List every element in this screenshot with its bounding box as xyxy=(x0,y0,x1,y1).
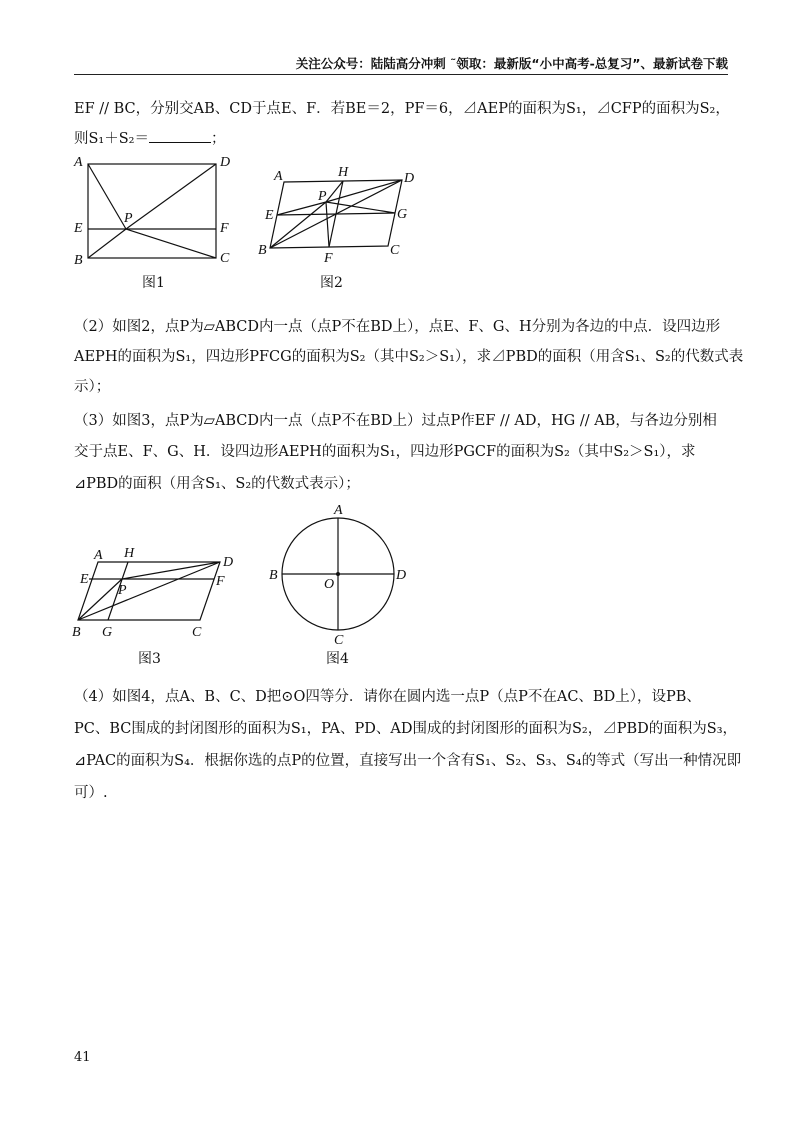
part3-line3: ⊿PBD的面积（用含S₁、S₂的代数式表示）； xyxy=(74,476,360,492)
part3-line1: （3）如图3，点P为▱ABCD内一点（点P不在BD上）过点P作EF // AD，HG // AB，与各边分别相 xyxy=(74,413,717,429)
figure-2 xyxy=(256,160,426,264)
fig2-label-f: F xyxy=(324,251,333,264)
figure-4 xyxy=(264,502,414,648)
fig3-label-a: A xyxy=(94,548,103,563)
part4-line4: 可）. xyxy=(74,785,108,801)
fig3-label-d: D xyxy=(223,555,234,570)
fig3-label-c: C xyxy=(192,625,202,640)
part1-line1: EF // BC，分别交AB、CD于点E、F．若BE＝2，PF＝6，⊿AEP的面积为S₁，⊿CFP的面积为S₂， xyxy=(74,101,730,117)
part2-line3: 示）； xyxy=(74,379,111,395)
center-point xyxy=(336,572,340,576)
fig1-label-d: D xyxy=(220,155,231,170)
part4-line3: ⊿PAC的面积为S₄．根据你选的点P的位置，直接写出一个含有S₁、S₂、S₃、S₄的等式（写出一种情况即 xyxy=(74,753,742,769)
fig1-label-c: C xyxy=(220,251,230,266)
part4-line2: PC、BC围成的封闭图形的面积为S₁，PA、PD、AD围成的封闭图形的面积为S₂，⊿PBD的面积为S₃， xyxy=(74,721,738,737)
fig2-label-p: P xyxy=(318,189,327,204)
part2-line1: （2）如图2，点P为▱ABCD内一点（点P不在BD上），点E、F、G、H分别为各边的中点．设四边形 xyxy=(74,319,721,335)
figure-3 xyxy=(70,542,240,642)
fig2-label-c: C xyxy=(390,243,400,258)
part1-line2-suffix: ； xyxy=(211,131,226,147)
fig2-label-e: E xyxy=(265,208,274,223)
fig1-label-p: P xyxy=(124,211,133,226)
fig1-caption: 图1 xyxy=(142,275,165,291)
page-header: 关注公众号：陆陆高分冲刺 ˜领取：最新版“小中高考-总复习”、最新试卷下载 xyxy=(295,56,728,71)
fig4-label-d: D xyxy=(396,568,407,583)
page-number: 41 xyxy=(74,1050,91,1065)
fig3-label-e: E xyxy=(80,572,89,587)
fig1-label-b: B xyxy=(74,253,83,268)
part4-line1: （4）如图4，点A、B、C、D把⊙O四等分．请你在圆内选一点P（点P不在AC、BD上），设PB、 xyxy=(74,689,701,705)
part2-line2: AEPH的面积为S₁，四边形PFCG的面积为S₂（其中S₂＞S₁），求⊿PBD的面积（用含S₁、S₂的代数式表 xyxy=(74,349,744,365)
answer-blank xyxy=(149,128,211,143)
fig1-label-f: F xyxy=(220,221,229,236)
header-rule xyxy=(74,74,728,75)
fig2-label-g: G xyxy=(397,207,408,222)
fig2-label-b: B xyxy=(258,243,267,258)
fig3-caption: 图3 xyxy=(138,651,161,667)
fig1-label-a: A xyxy=(74,155,83,170)
part1-line2-prefix: 则S₁＋S₂＝ xyxy=(74,131,149,147)
fig1-label-e: E xyxy=(74,221,83,236)
fig4-label-b: B xyxy=(269,568,278,583)
fig2-label-h: H xyxy=(338,165,349,180)
fig3-label-h: H xyxy=(124,546,135,561)
fig4-label-c: C xyxy=(334,633,344,648)
fig2-label-a: A xyxy=(274,169,283,184)
fig3-label-f: F xyxy=(216,574,225,589)
fig2-label-d: D xyxy=(404,171,415,186)
fig3-label-p: P xyxy=(118,583,127,598)
fig3-label-g: G xyxy=(102,625,113,640)
figure-1 xyxy=(70,152,240,270)
fig3-label-b: B xyxy=(72,625,81,640)
fig2-caption: 图2 xyxy=(320,275,343,291)
fig4-caption: 图4 xyxy=(326,651,349,667)
part3-line2: 交于点E、F、G、H．设四边形AEPH的面积为S₁，四边形PGCF的面积为S₂（其中S₂＞S₁），求 xyxy=(74,444,696,460)
fig4-label-a: A xyxy=(334,503,343,518)
fig4-label-o: O xyxy=(324,577,335,592)
part1-line2 xyxy=(74,128,734,150)
